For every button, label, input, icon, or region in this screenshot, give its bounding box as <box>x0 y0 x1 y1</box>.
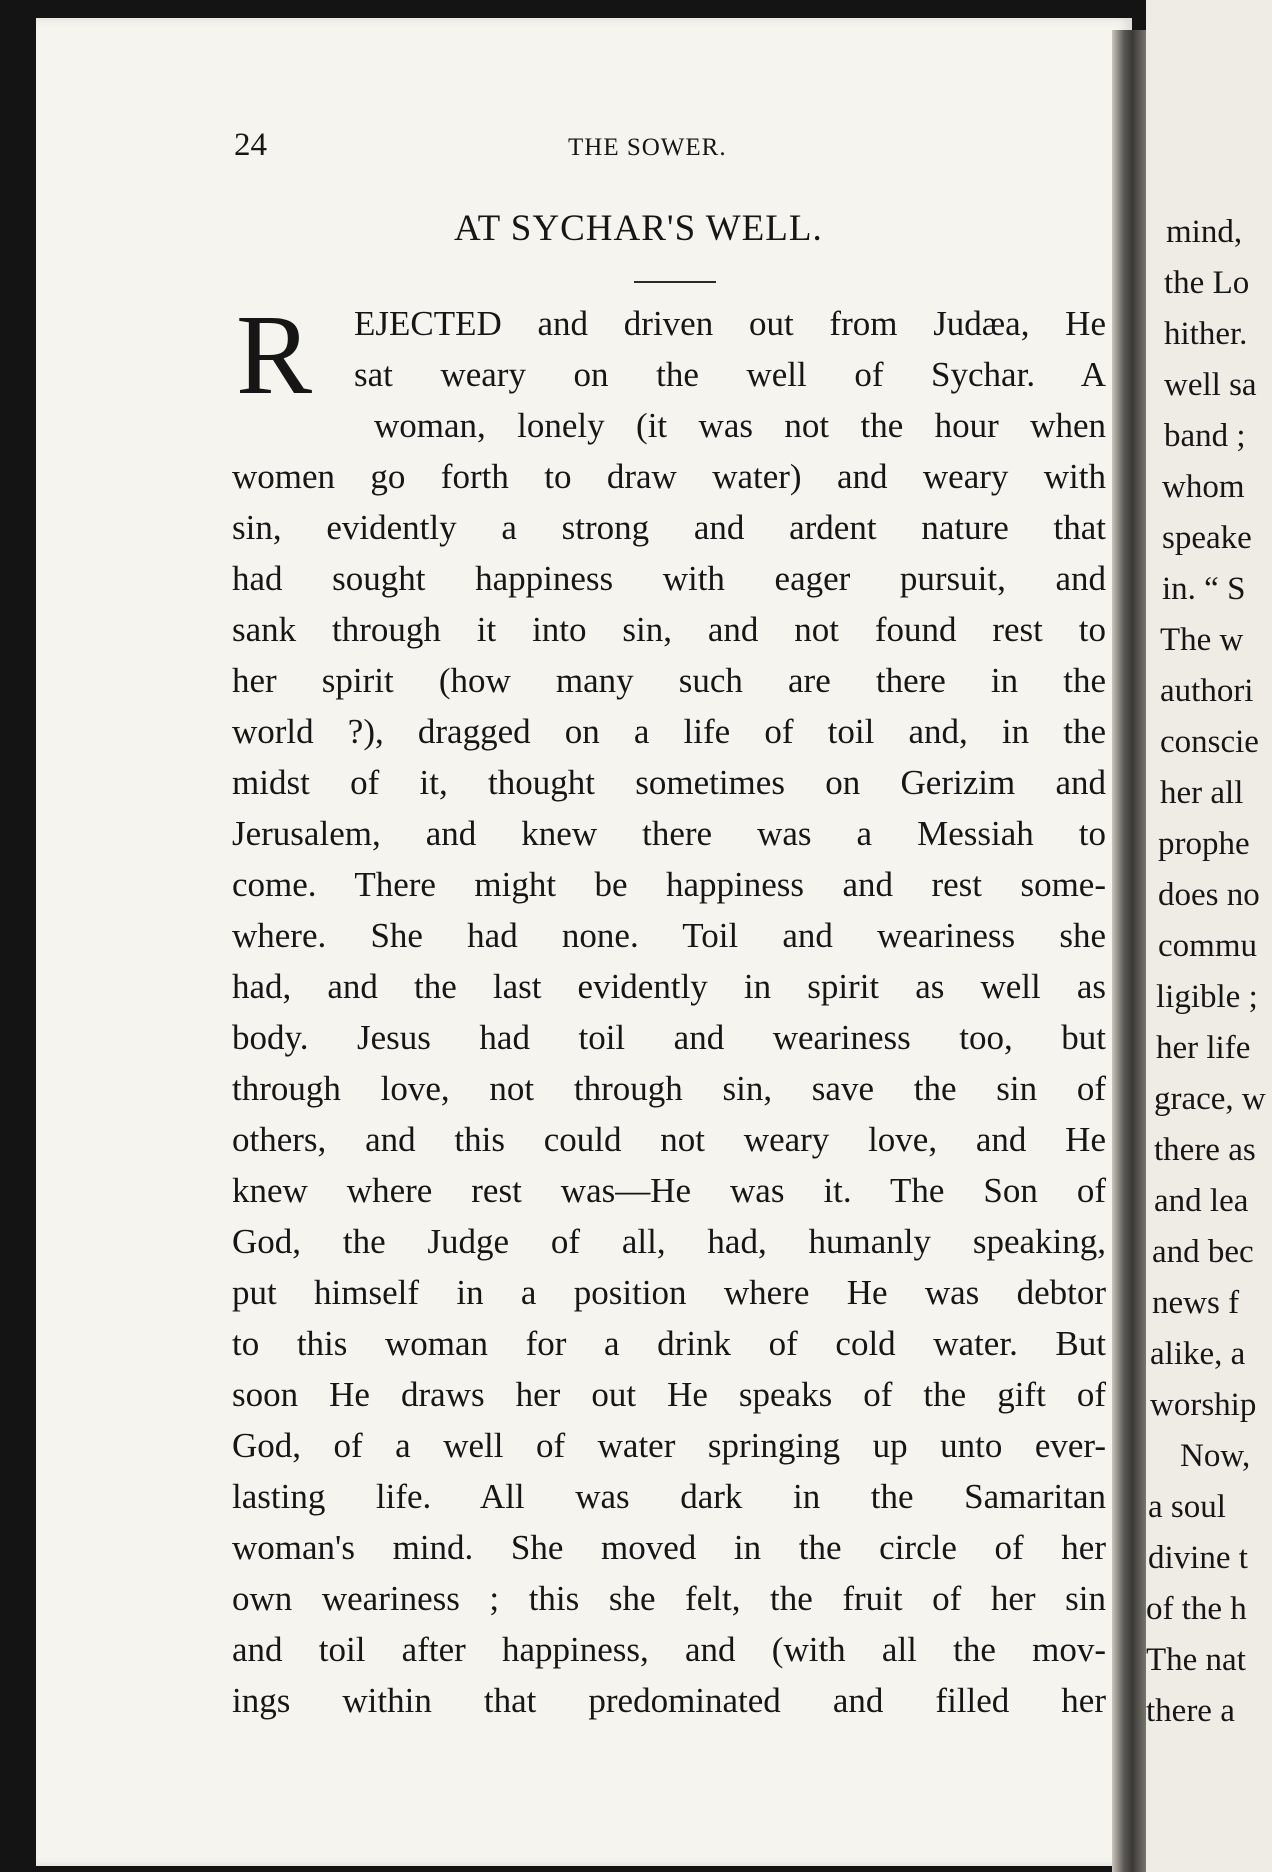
body-line: women go forth to draw water) and weary with <box>232 457 1106 496</box>
right-page-line: alike, a <box>1150 1336 1246 1372</box>
body-line: sat weary on the well of Sychar. A <box>354 355 1106 394</box>
right-page-line: in. “ S <box>1162 571 1246 607</box>
right-page-line: there a <box>1146 1693 1235 1729</box>
right-page-line: worship <box>1150 1387 1257 1423</box>
right-page-line: The w <box>1160 622 1244 658</box>
body-line: soon He draws her out He speaks of the gift of <box>232 1375 1106 1414</box>
body-line: put himself in a position where He was debtor <box>232 1273 1106 1312</box>
right-page-line: and lea <box>1154 1183 1249 1219</box>
running-head: THE SOWER. <box>568 134 727 161</box>
right-page-line: news f <box>1152 1285 1240 1321</box>
body-line: knew where rest was—He was it. The Son of <box>232 1171 1106 1210</box>
right-page <box>1146 0 1272 1872</box>
right-page-line: grace, w <box>1154 1081 1266 1117</box>
right-page-line: of the h <box>1146 1591 1247 1627</box>
right-page-line: commu <box>1158 928 1257 964</box>
right-page-line: her life <box>1156 1030 1251 1066</box>
body-line: where. She had none. Toil and weariness she <box>232 916 1106 955</box>
body-line: sin, evidently a strong and ardent nature that <box>232 508 1106 547</box>
right-page-line: hither. <box>1164 316 1248 352</box>
body-line: come. There might be happiness and rest some- <box>232 865 1106 904</box>
title-rule <box>634 281 716 283</box>
right-page-line: prophe <box>1158 826 1250 862</box>
body-line: God, of a well of water springing up unto ever- <box>232 1426 1106 1465</box>
right-page-line: well sa <box>1164 367 1257 403</box>
body-line: lasting life. All was dark in the Samaritan <box>232 1477 1106 1516</box>
body-line: had sought happiness with eager pursuit, and <box>232 559 1106 598</box>
right-page-line: whom <box>1162 469 1245 505</box>
body-line: her spirit (how many such are there in the <box>232 661 1106 700</box>
body-line: through love, not through sin, save the sin of <box>232 1069 1106 1108</box>
right-page-line: and bec <box>1152 1234 1254 1270</box>
right-page-line: ligible ; <box>1156 979 1258 1015</box>
right-page-line: does no <box>1158 877 1260 913</box>
body-line: to this woman for a drink of cold water. But <box>232 1324 1106 1363</box>
body-line: had, and the last evidently in spirit as well as <box>232 967 1106 1006</box>
right-page-line: the Lo <box>1164 265 1250 301</box>
right-page-line: her all <box>1160 775 1244 811</box>
right-page-line: The nat <box>1146 1642 1246 1678</box>
right-page-line: authori <box>1160 673 1254 709</box>
book-gutter <box>1112 30 1146 1872</box>
body-line: sank through it into sin, and not found rest to <box>232 610 1106 649</box>
right-page-line: a soul <box>1148 1489 1226 1525</box>
right-page-line: conscie <box>1160 724 1259 760</box>
body-line: EJECTED and driven out from Judæa, He <box>354 304 1106 343</box>
page-number: 24 <box>234 127 267 163</box>
body-line: Jerusalem, and knew there was a Messiah to <box>232 814 1106 853</box>
right-page-line: Now, <box>1180 1438 1251 1474</box>
body-line: midst of it, thought sometimes on Gerizim and <box>232 763 1106 802</box>
article-title: AT SYCHAR'S WELL. <box>454 208 823 249</box>
body-line: ings within that predominated and filled her <box>232 1681 1106 1720</box>
right-page-line: divine t <box>1148 1540 1248 1576</box>
body-line: woman's mind. She moved in the circle of her <box>232 1528 1106 1567</box>
right-page-line: mind, <box>1166 214 1243 250</box>
right-page-line: speake <box>1162 520 1252 556</box>
body-line: others, and this could not weary love, and He <box>232 1120 1106 1159</box>
right-page-line: there as <box>1154 1132 1256 1168</box>
body-line: and toil after happiness, and (with all the mov- <box>232 1630 1106 1669</box>
drop-cap: R <box>236 291 313 418</box>
body-line: own weariness ; this she felt, the fruit of her sin <box>232 1579 1106 1618</box>
body-line: God, the Judge of all, had, humanly speaking, <box>232 1222 1106 1261</box>
body-line: body. Jesus had toil and weariness too, but <box>232 1018 1106 1057</box>
body-line: woman, lonely (it was not the hour when <box>374 406 1106 445</box>
body-line: world ?), dragged on a life of toil and, in the <box>232 712 1106 751</box>
right-page-line: band ; <box>1164 418 1246 454</box>
